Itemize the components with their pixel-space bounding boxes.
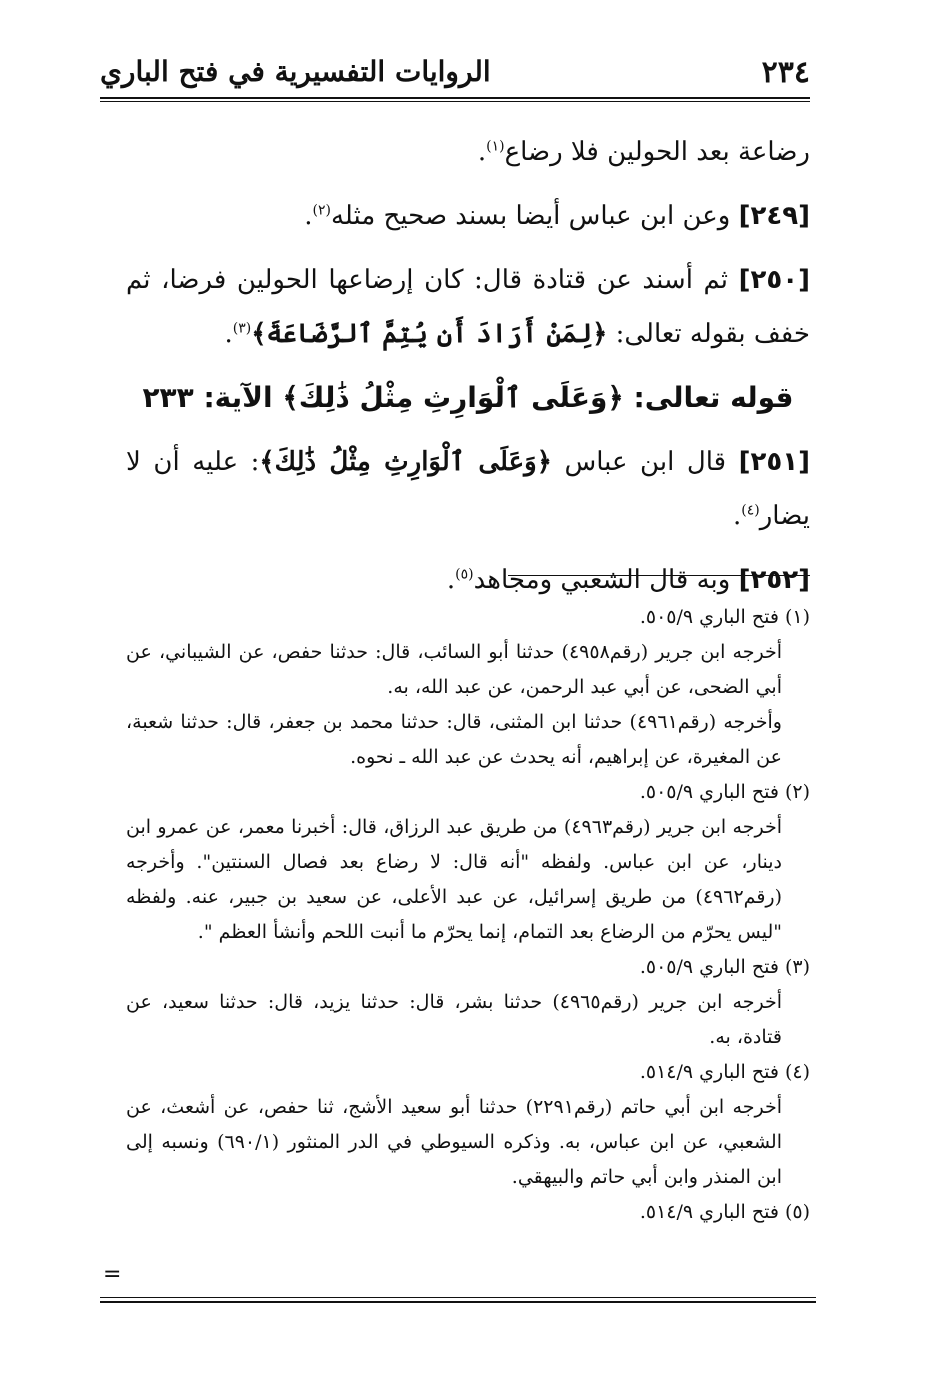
footnote-body: وأخرجه (رقم٤٩٦١) حدثنا ابن المثنى، قال: حدثنا محمد بن جعفر، قال: حدثنا شعبة، عن المغيرة، عن إبراهيم، أنه يحدث عن عبد الله ـ نحوه. — [126, 711, 782, 768]
footnote-title: (٥) فتح الباري ٥١٤/٩. — [639, 1201, 810, 1223]
quran-verse: ﴿وَعَلَى ٱلْوَارِثِ مِثْلُ ذَٰلِكَ﴾ — [282, 381, 624, 414]
narration-250: [٢٥٠] ثم أسند عن قتادة قال: كان إرضاعها الحولين فرضا، ثم خفف بقوله تعالى: ﴿لِمَنْ أَرَادَ أَن يُتِمَّ ٱلرَّضَاعَةَ﴾$^{(٣)}$. — [126, 265, 811, 349]
footnote-body: أخرجه ابن جرير (رقم٤٩٦٥) حدثنا بشر، قال: حدثنا يزيد، قال: حدثنا سعيد، عن قتادة، به. — [126, 991, 782, 1048]
footnote-ref: (٤) — [741, 502, 760, 519]
narration-text: ثم أسند عن قتادة قال: كان إرضاعها الحولين فرضا، ثم خفف بقوله تعالى: — [126, 265, 810, 349]
footnote-title: (٣) فتح الباري ٥٠٥/٩. — [639, 956, 810, 978]
page-header — [100, 55, 810, 95]
footnote-ref: (١) — [486, 138, 505, 155]
narration-number: [٢٥٠] — [738, 265, 811, 295]
footnote-title: (٤) فتح الباري ٥١٤/٩. — [639, 1061, 810, 1083]
narration-number: [٢٥٢] — [738, 565, 810, 595]
section-heading — [126, 371, 810, 425]
paragraph: رضاعة بعد الحولين فلا رضاع$^{(١)}$. — [477, 137, 810, 167]
continuation-mark: = — [103, 1262, 122, 1287]
quran-verse: ﴿وَعَلَى ٱلْوَارِثِ مِثْلُ ذَٰلِكَ﴾ — [259, 447, 552, 477]
footnote-title: (٢) فتح الباري ٥٠٥/٩. — [639, 781, 810, 803]
footnote-title: (١) فتح الباري ٥٠٥/٩. — [639, 606, 810, 628]
main-text — [126, 125, 810, 617]
heading-label: قوله تعالى: — [633, 381, 794, 414]
heading-verse-number: الآية: ٢٣٣ — [142, 381, 273, 414]
quran-verse: ﴿لِمَنْ أَرَادَ أَن يُتِمَّ ٱلرَّضَاعَةَ﴾ — [251, 319, 608, 349]
paragraph-text: رضاعة بعد الحولين فلا رضاع — [504, 137, 810, 167]
footnote-separator — [508, 575, 810, 576]
book-title: الروايات التفسيرية في فتح الباري — [100, 55, 491, 88]
footnote-ref: (٢) — [312, 202, 331, 219]
header-rule — [100, 97, 810, 99]
footer-rule-thin — [100, 1297, 816, 1298]
footnote-body: أخرجه ابن جرير (رقم٤٩٥٨) حدثنا أبو السائب، قال: حدثنا حفص، عن الشيباني، عن أبي الضحى، عن أبي عبد الرحمن، عن عبد الله، به. — [126, 641, 782, 698]
narration-text: : عليه أن لا يضار — [126, 447, 810, 531]
footnote-ref: (٣) — [232, 320, 252, 337]
footer-rule — [100, 1301, 816, 1303]
narration-text: قال ابن عباس — [564, 447, 727, 477]
footnote-body: أخرجه ابن أبي حاتم (رقم٢٢٩١) حدثنا أبو سعيد الأشج، ثنا حفص، عن أشعث، عن الشعبي، عن ابن عباس، به. وذكره السيوطي في الدر المنثور (٦٩٠/١) ونسبه إلى ابن المنذر وابن أبي حاتم والبيهقي. — [126, 1096, 782, 1188]
footnote-body: أخرجه ابن جرير (رقم٤٩٦٣) من طريق عبد الرزاق، قال: أخبرنا معمر، عن عمرو ابن دينار، عن ابن عباس. ولفظه "أنه قال: لا رضاع بعد فصال السنتين". وأخرجه (رقم٤٩٦٢) من طريق إسرائيل، عن عبد الأعلى، عن سعيد بن جبير، عنه. ولفظه "ليس يحرّم من الرضاع بعد التمام، إنما يحرّم ما أنبت اللحم وأنشأ العظم ". — [126, 816, 782, 943]
header-rule-thin — [100, 101, 810, 102]
narration-251: [٢٥١] قال ابن عباس ﴿وَعَلَى ٱلْوَارِثِ مِثْلُ ذَٰلِكَ﴾: عليه أن لا يضار$^{(٤)}$. — [126, 447, 811, 531]
narration-number: [٢٤٩] — [738, 201, 810, 231]
narration-number: [٢٥١] — [738, 447, 811, 477]
footnotes — [126, 600, 810, 1230]
narration-249: [٢٤٩] وعن ابن عباس أيضا بسند صحيح مثله$^{(٢)}$. — [304, 201, 810, 231]
page-number: ٢٣٤ — [761, 55, 810, 90]
narration-text: وبه قال الشعبي ومجاهد — [473, 565, 731, 595]
narration-252: [٢٥٢] وبه قال الشعبي ومجاهد$^{(٥)}$. — [446, 565, 810, 595]
narration-text: وعن ابن عباس أيضا بسند صحيح مثله — [330, 201, 731, 231]
footnote-ref: (٥) — [455, 566, 474, 583]
